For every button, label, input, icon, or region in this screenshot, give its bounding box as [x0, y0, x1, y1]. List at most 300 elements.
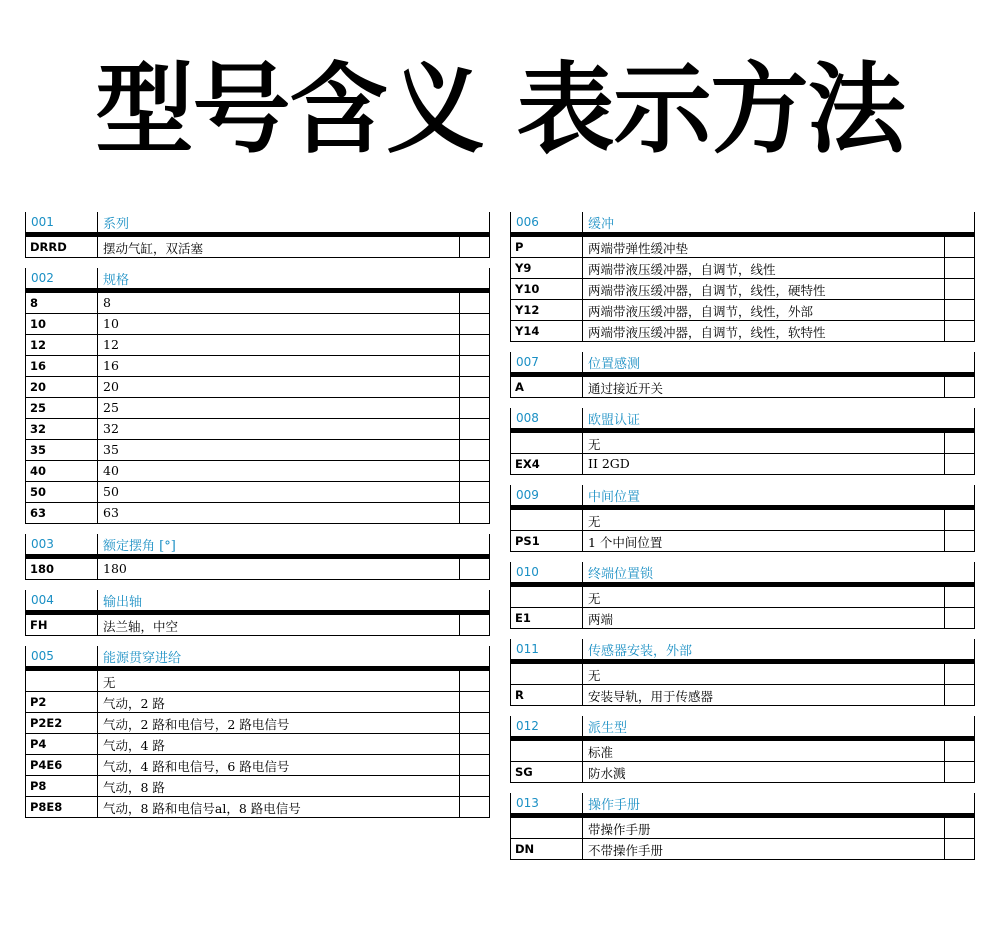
divider — [25, 713, 26, 733]
divider — [97, 671, 98, 691]
row-description: 标准 — [588, 745, 614, 760]
table-row — [510, 300, 975, 321]
section-name: 系列 — [103, 217, 130, 232]
divider — [489, 314, 490, 334]
section-name: 传感器安装，外部 — [588, 644, 693, 659]
divider — [459, 356, 460, 376]
divider — [459, 615, 460, 635]
row-code: 50 — [30, 485, 47, 499]
divider — [944, 587, 945, 607]
row-description: 16 — [103, 358, 119, 373]
table-row — [510, 279, 975, 300]
divider — [459, 293, 460, 313]
row-code: Y12 — [515, 303, 540, 317]
divider — [489, 440, 490, 460]
table-row — [25, 734, 490, 755]
divider — [459, 734, 460, 754]
table-row — [25, 482, 490, 503]
divider — [25, 671, 26, 691]
divider — [97, 503, 98, 523]
row-description: 20 — [103, 379, 119, 394]
table-row — [510, 762, 975, 783]
section-header — [510, 408, 975, 428]
table-row — [25, 797, 490, 818]
divider — [582, 237, 583, 257]
row-code: SG — [515, 765, 533, 779]
divider — [510, 608, 511, 628]
divider — [97, 356, 98, 376]
row-code: 25 — [30, 401, 47, 415]
divider — [489, 713, 490, 733]
table-row — [510, 685, 975, 706]
page-title: 型号含义 表示方法 — [95, 53, 905, 167]
section-name: 能源贯穿进给 — [103, 651, 182, 666]
section-name: 终端位置锁 — [588, 567, 654, 582]
divider — [974, 454, 975, 474]
table-row — [25, 335, 490, 356]
divider — [97, 734, 98, 754]
row-description: 气动，8 路 — [103, 780, 165, 795]
spec-section — [25, 590, 490, 636]
table-row — [25, 776, 490, 797]
divider — [582, 531, 583, 551]
divider — [510, 716, 511, 736]
divider — [510, 762, 511, 782]
section-code: 008 — [516, 411, 539, 425]
table-row — [510, 321, 975, 342]
table-row — [25, 440, 490, 461]
divider — [974, 433, 975, 453]
divider — [25, 440, 26, 460]
row-description: 40 — [103, 463, 119, 478]
divider — [582, 685, 583, 705]
row-code: DRRD — [30, 240, 67, 254]
divider — [582, 639, 583, 659]
divider — [974, 237, 975, 257]
row-description: 气动，2 路和电信号，2 路电信号 — [103, 717, 290, 732]
divider — [944, 258, 945, 278]
divider — [582, 454, 583, 474]
divider — [25, 419, 26, 439]
row-code: Y14 — [515, 324, 540, 338]
divider — [97, 335, 98, 355]
divider — [25, 646, 26, 666]
section-header — [510, 639, 975, 659]
section-header — [25, 646, 490, 666]
divider — [510, 839, 511, 859]
divider — [582, 664, 583, 684]
row-code: 180 — [30, 562, 55, 576]
divider — [459, 335, 460, 355]
row-description: 无 — [588, 591, 601, 606]
section-name: 输出轴 — [103, 595, 143, 610]
divider — [489, 398, 490, 418]
divider — [25, 692, 26, 712]
right-column — [510, 212, 975, 870]
section-code: 001 — [31, 215, 54, 229]
divider — [510, 531, 511, 551]
row-code: P4 — [30, 737, 47, 751]
row-description: 无 — [588, 668, 601, 683]
table-row — [510, 608, 975, 629]
spec-section — [25, 534, 490, 580]
divider — [974, 608, 975, 628]
divider — [974, 377, 975, 397]
divider — [97, 268, 98, 288]
divider — [582, 212, 583, 232]
section-name: 欧盟认证 — [588, 413, 641, 428]
divider — [25, 212, 26, 232]
spec-section — [510, 716, 975, 783]
row-description: 通过接近开关 — [588, 381, 664, 396]
divider — [582, 433, 583, 453]
divider — [974, 212, 975, 232]
divider — [510, 408, 511, 428]
row-description: 气动，4 路和电信号，6 路电信号 — [103, 759, 290, 774]
row-description: 两端带弹性缓冲垫 — [588, 241, 689, 256]
divider — [510, 237, 511, 257]
table-row — [25, 419, 490, 440]
section-name: 缓冲 — [588, 217, 615, 232]
divider — [510, 454, 511, 474]
table-row — [25, 755, 490, 776]
section-name: 位置感测 — [588, 357, 641, 372]
divider — [25, 797, 26, 817]
divider — [459, 713, 460, 733]
spec-section — [510, 352, 975, 398]
divider — [944, 685, 945, 705]
divider — [582, 608, 583, 628]
divider — [459, 482, 460, 502]
divider — [510, 258, 511, 278]
section-name: 额定摆角 [°] — [103, 539, 176, 554]
divider — [974, 664, 975, 684]
table-row — [510, 237, 975, 258]
row-description: 法兰轴，中空 — [103, 619, 179, 634]
divider — [582, 741, 583, 761]
divider — [97, 797, 98, 817]
divider — [25, 503, 26, 523]
table-row — [510, 741, 975, 762]
divider — [582, 793, 583, 813]
divider — [974, 639, 975, 659]
divider — [974, 587, 975, 607]
divider — [459, 692, 460, 712]
divider — [97, 293, 98, 313]
table-row — [25, 615, 490, 636]
divider — [97, 559, 98, 579]
divider — [459, 398, 460, 418]
divider — [489, 797, 490, 817]
table-row — [25, 461, 490, 482]
divider — [97, 713, 98, 733]
divider — [25, 590, 26, 610]
divider — [582, 321, 583, 341]
divider — [97, 776, 98, 796]
divider — [944, 377, 945, 397]
row-description: 气动，4 路 — [103, 738, 165, 753]
table-row — [25, 356, 490, 377]
section-name: 规格 — [103, 273, 130, 288]
table-row — [25, 398, 490, 419]
divider — [97, 237, 98, 257]
divider — [510, 433, 511, 453]
divider — [944, 839, 945, 859]
divider — [974, 818, 975, 838]
divider — [510, 300, 511, 320]
divider — [944, 762, 945, 782]
divider — [944, 510, 945, 530]
divider — [459, 797, 460, 817]
divider — [97, 398, 98, 418]
row-description: 两端带液压缓冲器，自调节，线性，外部 — [588, 304, 814, 319]
row-description: 无 — [588, 437, 601, 452]
row-code: EX4 — [515, 457, 540, 471]
divider — [459, 377, 460, 397]
divider — [974, 762, 975, 782]
row-description: 无 — [588, 514, 601, 529]
divider — [510, 587, 511, 607]
divider — [974, 793, 975, 813]
section-name: 中间位置 — [588, 490, 641, 505]
row-code: E1 — [515, 611, 531, 625]
divider — [510, 510, 511, 530]
divider — [97, 615, 98, 635]
table-row — [25, 692, 490, 713]
row-description: 32 — [103, 421, 119, 436]
divider — [25, 534, 26, 554]
divider — [25, 559, 26, 579]
table-row — [25, 559, 490, 580]
section-header — [25, 268, 490, 288]
section-code: 002 — [31, 271, 54, 285]
divider — [489, 590, 490, 610]
divider — [944, 741, 945, 761]
row-description: 两端带液压缓冲器，自调节，线性，硬特性 — [588, 283, 826, 298]
row-description: 两端带液压缓冲器，自调节，线性，软特性 — [588, 325, 826, 340]
spec-section — [25, 268, 490, 524]
divider — [510, 639, 511, 659]
row-description: 两端带液压缓冲器，自调节，线性 — [588, 262, 776, 277]
section-header — [25, 534, 490, 554]
section-name: 派生型 — [588, 721, 628, 736]
row-description: 无 — [103, 675, 116, 690]
divider — [97, 534, 98, 554]
divider — [582, 258, 583, 278]
divider — [974, 685, 975, 705]
divider — [459, 440, 460, 460]
section-header — [510, 212, 975, 232]
divider — [974, 352, 975, 372]
divider — [459, 671, 460, 691]
divider — [974, 716, 975, 736]
row-description: 63 — [103, 505, 119, 520]
row-code: Y9 — [515, 261, 532, 275]
divider — [944, 237, 945, 257]
divider — [974, 258, 975, 278]
divider — [459, 419, 460, 439]
divider — [510, 793, 511, 813]
divider — [459, 314, 460, 334]
table-row — [510, 510, 975, 531]
spec-section — [510, 562, 975, 629]
divider — [25, 293, 26, 313]
divider — [489, 503, 490, 523]
divider — [510, 664, 511, 684]
section-code: 006 — [516, 215, 539, 229]
divider — [25, 335, 26, 355]
divider — [944, 454, 945, 474]
section-name: 操作手册 — [588, 798, 641, 813]
divider — [944, 531, 945, 551]
table-row — [510, 839, 975, 860]
row-code: DN — [515, 842, 535, 856]
section-code: 009 — [516, 488, 539, 502]
divider — [974, 741, 975, 761]
section-header — [25, 590, 490, 610]
section-header — [510, 562, 975, 582]
row-code: A — [515, 380, 524, 394]
divider — [974, 408, 975, 428]
divider — [944, 279, 945, 299]
divider — [25, 356, 26, 376]
divider — [25, 776, 26, 796]
spec-section — [510, 212, 975, 342]
divider — [582, 510, 583, 530]
row-description: 气动，8 路和电信号al，8 路电信号 — [103, 801, 301, 816]
spec-section — [510, 639, 975, 706]
row-description: 气动，2 路 — [103, 696, 165, 711]
divider — [582, 300, 583, 320]
section-code: 005 — [31, 649, 54, 663]
divider — [97, 461, 98, 481]
section-header — [510, 352, 975, 372]
row-code: 12 — [30, 338, 47, 352]
divider — [974, 485, 975, 505]
divider — [489, 559, 490, 579]
row-code: FH — [30, 618, 48, 632]
divider — [489, 293, 490, 313]
table-row — [510, 531, 975, 552]
divider — [582, 562, 583, 582]
divider — [25, 461, 26, 481]
table-row — [25, 237, 490, 258]
row-description: 不带操作手册 — [588, 843, 664, 858]
divider — [489, 356, 490, 376]
divider — [489, 377, 490, 397]
divider — [489, 646, 490, 666]
divider — [459, 559, 460, 579]
table-row — [510, 377, 975, 398]
spec-section — [510, 793, 975, 860]
divider — [25, 268, 26, 288]
divider — [25, 377, 26, 397]
table-row — [510, 587, 975, 608]
row-description: 180 — [103, 561, 127, 576]
table-row — [25, 314, 490, 335]
table-row — [510, 664, 975, 685]
divider — [489, 534, 490, 554]
table-row — [25, 713, 490, 734]
divider — [459, 776, 460, 796]
divider — [489, 615, 490, 635]
table-row — [25, 293, 490, 314]
divider — [489, 776, 490, 796]
spec-section — [25, 212, 490, 258]
row-code: 32 — [30, 422, 47, 436]
section-code: 007 — [516, 355, 539, 369]
section-code: 012 — [516, 719, 539, 733]
row-code: 16 — [30, 359, 47, 373]
divider — [510, 321, 511, 341]
row-description: II 2GD — [588, 456, 630, 471]
divider — [974, 321, 975, 341]
divider — [489, 419, 490, 439]
divider — [510, 685, 511, 705]
section-code: 011 — [516, 642, 539, 656]
row-description: 1 个中间位置 — [588, 535, 663, 550]
divider — [459, 503, 460, 523]
row-code: 8 — [30, 296, 39, 310]
divider — [974, 300, 975, 320]
row-code: P8E8 — [30, 800, 63, 814]
divider — [510, 562, 511, 582]
divider — [944, 664, 945, 684]
divider — [510, 279, 511, 299]
row-code: P2 — [30, 695, 47, 709]
left-column — [25, 212, 490, 828]
section-header — [510, 716, 975, 736]
divider — [582, 352, 583, 372]
row-description: 带操作手册 — [588, 822, 651, 837]
row-description: 防水溅 — [588, 766, 626, 781]
row-code: P4E6 — [30, 758, 63, 772]
divider — [582, 818, 583, 838]
row-code: 63 — [30, 506, 47, 520]
divider — [25, 398, 26, 418]
divider — [459, 461, 460, 481]
row-code: 20 — [30, 380, 47, 394]
row-code: 40 — [30, 464, 47, 478]
row-description: 50 — [103, 484, 119, 499]
divider — [582, 762, 583, 782]
divider — [97, 590, 98, 610]
row-description: 摆动气缸，双活塞 — [103, 241, 204, 256]
row-code: P8 — [30, 779, 47, 793]
divider — [25, 615, 26, 635]
table-row — [510, 433, 975, 454]
divider — [510, 377, 511, 397]
section-code: 004 — [31, 593, 54, 607]
divider — [97, 440, 98, 460]
divider — [489, 212, 490, 232]
divider — [974, 510, 975, 530]
divider — [25, 237, 26, 257]
divider — [582, 377, 583, 397]
divider — [510, 352, 511, 372]
divider — [582, 485, 583, 505]
divider — [97, 314, 98, 334]
divider — [510, 212, 511, 232]
divider — [489, 461, 490, 481]
divider — [582, 279, 583, 299]
row-code: PS1 — [515, 534, 540, 548]
section-code: 013 — [516, 796, 539, 810]
row-code: P — [515, 240, 524, 254]
row-code: 35 — [30, 443, 47, 457]
divider — [974, 562, 975, 582]
divider — [582, 839, 583, 859]
